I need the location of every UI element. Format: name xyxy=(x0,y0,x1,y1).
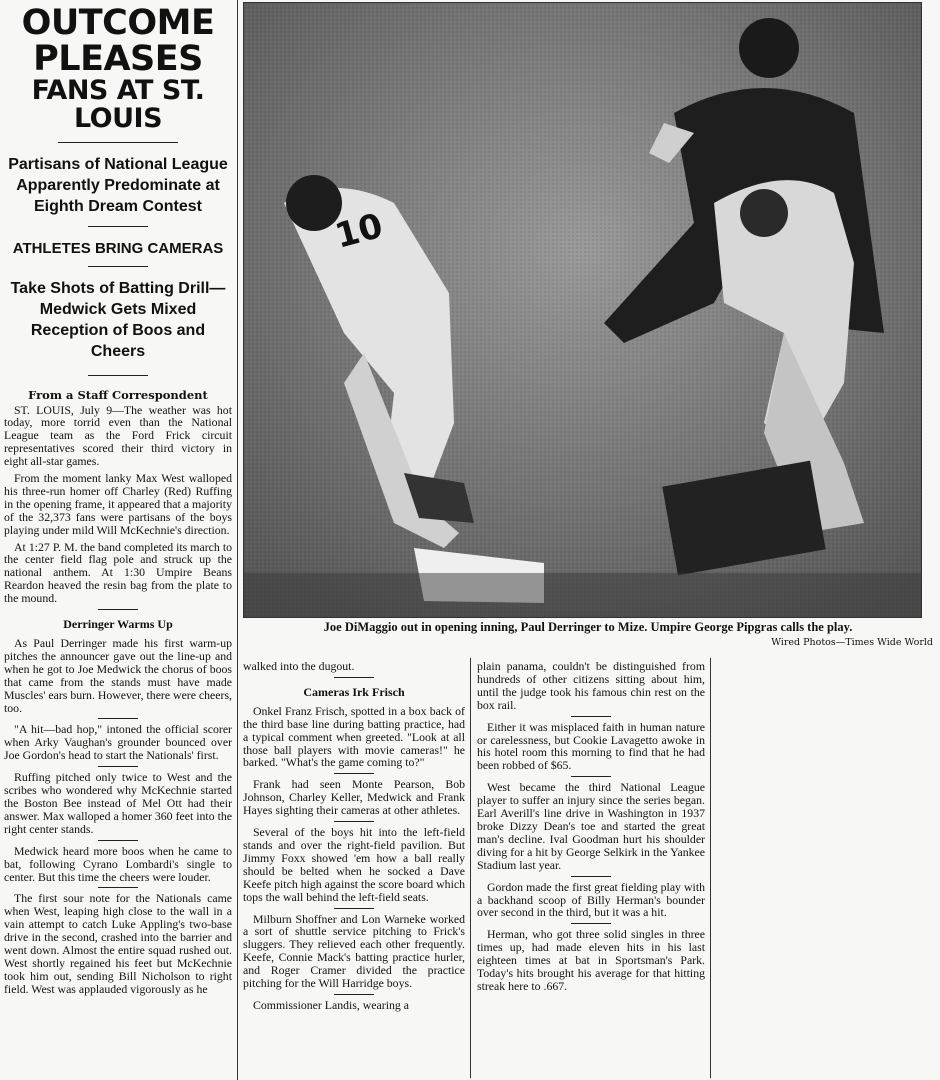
divider xyxy=(98,718,138,719)
divider xyxy=(98,766,138,767)
divider xyxy=(571,776,611,777)
paragraph: Ruffing pitched only twice to West and the scribes who wondered why McKechnie started the Boston Bee instead of Mel Ott had their answer. Max walloped a homer 360 feet into the right center stands. xyxy=(4,770,232,836)
divider xyxy=(334,773,374,774)
divider xyxy=(334,908,374,909)
paragraph: Several of the boys hit into the left-field stands and over the right-field pavilion. But Jimmy Foxx showed 'em how a ball really should be belted when he socked a Dave Keefe pitch high against the score board which tops the wall behind the left-field seats. xyxy=(243,825,465,904)
photo-caption-block xyxy=(243,620,933,648)
baseball-play-photo xyxy=(244,3,921,617)
deck-1: Partisans of National League Apparently Predominate at Eighth Dream Contest xyxy=(8,156,228,216)
subhead: Derringer Warms Up xyxy=(63,617,173,632)
divider xyxy=(98,840,138,841)
middle-column xyxy=(243,660,465,1075)
photo-credit: Wired Photos—Times Wide World xyxy=(771,637,933,648)
divider xyxy=(334,677,374,678)
headline-line-1: OUTCOME PLEASES xyxy=(21,3,215,79)
divider xyxy=(571,876,611,877)
paragraph: Gordon made the first great fielding play with a backhand scoop of Billy Herman's bounder over second in the third, but it was a hit. xyxy=(477,879,705,920)
news-photo xyxy=(243,2,922,618)
paragraph: As Paul Derringer made his first warm-up pitches the announcer gave out the line-up and when he got to Joe Medwick the chorus of boos that came from the stands must have made Muscles' ears burn. However, there were cheers, too. xyxy=(4,636,232,715)
paragraph: walked into the dugout. xyxy=(243,659,355,673)
byline: From a Staff Correspondent xyxy=(28,387,208,402)
divider xyxy=(98,887,138,888)
paragraph: plain panama, couldn't be distinguished from hundreds of other citizens sitting about him, until the judge took his famous chin rest on the box rail. xyxy=(477,659,705,712)
divider xyxy=(571,716,611,717)
column-rule xyxy=(237,0,238,1080)
paragraph: From the moment lanky Max West walloped his three-run homer off Charley (Red) Ruffing in the opening frame, it appeared that a majority of the 32,373 fans were partisans of the boys playing under mild Will McKechnie's direction. xyxy=(4,471,232,537)
subhead: Cameras Irk Frisch xyxy=(303,684,405,699)
photo-caption: Joe DiMaggio out in opening inning, Paul Derringer to Mize. Umpire George Pipgras calls the play. xyxy=(323,620,853,634)
column-rule xyxy=(710,658,711,1078)
paragraph: Onkel Franz Frisch, spotted in a box back of the third base line during batting practice, had a typical comment when greeted. "Look at all those ball players with movie cameras!" he barked. "What's the game coming to?" xyxy=(243,703,465,770)
column-rule xyxy=(470,658,471,1078)
paragraph: Either it was misplaced faith in human nature or carelessness, but Cookie Lavagetto awoke in his hotel room this morning to find that he had been robbed of $65. xyxy=(477,719,705,773)
paragraph: Milburn Shoffner and Lon Warneke worked a sort of shuttle service pitching to Frick's sluggers. They relieved each other frequently. Keefe, Connie Mack's batting practice hurler, and Roger Cramer divided the practice pitching for the Will Harridge boys. xyxy=(243,911,465,991)
paragraph: Herman, who got three solid singles in three times up, had made eleven hits in his last eighteen times at bat in Sportsman's Park. Today's hits brought his average for that hitting streak here to .667. xyxy=(477,927,705,993)
right-column xyxy=(477,660,705,1075)
paragraph: Frank had seen Monte Pearson, Bob Johnson, Charley Keller, Medwick and Frank Hayes sighting their cameras at other athletes. xyxy=(243,777,465,818)
headline-line-2: FANS AT ST. LOUIS xyxy=(31,75,205,134)
divider xyxy=(98,609,138,610)
deck-3: Take Shots of Batting Drill— Medwick Gets Mixed Reception of Boos and Cheers xyxy=(10,280,226,360)
left-body xyxy=(4,404,232,996)
divider xyxy=(571,923,611,924)
paragraph: West became the third National League player to suffer an injury since the series began. Earl Averill's line drive in Washington in 1937 broke Dizzy Dean's toe and started the great man's decline. Ival Goodman hurt his shoulder diving for a hit by George Selkirk in the Yankee Stadium last year. xyxy=(477,780,705,872)
left-column xyxy=(4,4,232,1076)
paragraph: The first sour note for the Nationals came when West, leaping high close to the wall in a vain attempt to catch Luke Appling's two-base drive in the second, crashed into the barrier and went down. Almost the entire squad rushed out. West shortly regained his feet but McKechnie took him out, sending Bill Nicholson to right field. West was applauded vigorously as he xyxy=(4,891,232,996)
divider xyxy=(88,266,148,267)
divider xyxy=(88,375,148,376)
paragraph: Medwick heard more boos when he came to bat, following Cyrano Lombardi's single to center. But this time the cheers were louder. xyxy=(4,843,232,884)
paragraph: At 1:27 P. M. the band completed its march to the center field flag pole and struck up the national anthem. At 1:30 Umpire Beans Reardon heaved the resin bag from the plate to the mound. xyxy=(4,539,232,606)
paragraph: Commissioner Landis, wearing a xyxy=(253,997,409,1012)
divider xyxy=(58,142,178,143)
paragraph: ST. LOUIS, July 9—The weather was hot today, more torrid even than the National League team as the Ford Frick circuit representatives scored their third victory in eight all-star games. xyxy=(4,402,232,469)
divider xyxy=(334,821,374,822)
divider xyxy=(334,994,374,995)
deck-2: ATHLETES BRING CAMERAS xyxy=(12,239,224,257)
jersey-number: 10 xyxy=(330,205,388,257)
paragraph: "A hit—bad hop," intoned the official scorer when Arky Vaughan's grounder bounced over Joe Gordon's head to start the Nationals' first. xyxy=(4,722,232,763)
divider xyxy=(88,226,148,227)
